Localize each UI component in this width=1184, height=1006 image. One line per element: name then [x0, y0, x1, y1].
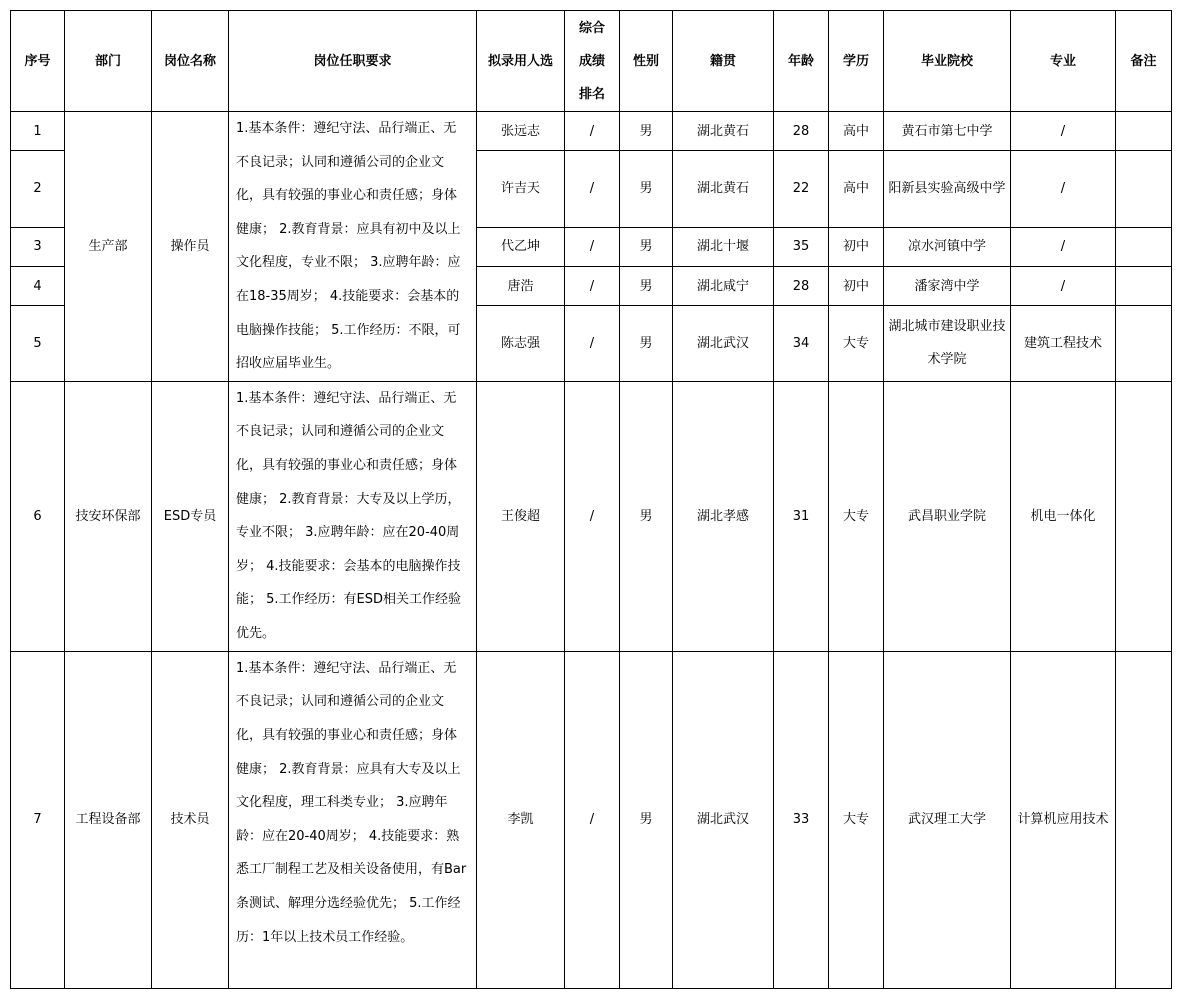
- table-row: [11, 651, 1172, 988]
- cell-education: 大专: [829, 651, 884, 988]
- cell-age: 28: [774, 112, 829, 151]
- cell-age: 34: [774, 306, 829, 382]
- cell-requirements: [229, 381, 477, 651]
- cell-remark: [1116, 381, 1172, 651]
- cell-school: 凉水河镇中学: [884, 227, 1011, 266]
- cell-remark: [1116, 227, 1172, 266]
- cell-education: 高中: [829, 151, 884, 227]
- cell-dept: 技安环保部: [65, 381, 152, 651]
- hiring-table: [10, 10, 1172, 989]
- header-seq: 序号: [11, 11, 65, 112]
- cell-rank: /: [565, 112, 620, 151]
- requirements-text: 1.基本条件：遵纪守法、品行端正、无不良记录；认同和遵循公司的企业文化，具有较强的事业心和责任感；身体健康； 2.教育背景：应具有初中及以上文化程度，专业不限； 3.应聘年龄：应在18-35周岁； 4.技能要求：会基本的电脑操作技能； 5.工作经历：不限，可招收应届毕业生。: [236, 121, 461, 372]
- cell-remark: [1116, 151, 1172, 227]
- header-school: 毕业院校: [884, 11, 1011, 112]
- cell-remark: [1116, 306, 1172, 382]
- cell-age: 22: [774, 151, 829, 227]
- cell-school: 阳新县实验高级中学: [884, 151, 1011, 227]
- cell-major: 计算机应用技术: [1011, 651, 1116, 988]
- cell-dept: 生产部: [65, 112, 152, 382]
- cell-major: 建筑工程技术: [1011, 306, 1116, 382]
- cell-origin: 湖北武汉: [673, 651, 774, 988]
- cell-education: 初中: [829, 266, 884, 305]
- cell-rank: /: [565, 266, 620, 305]
- header-requirements: 岗位任职要求: [229, 11, 477, 112]
- cell-gender: 男: [620, 381, 673, 651]
- cell-gender: 男: [620, 651, 673, 988]
- header-rank-line1: 综合: [578, 20, 605, 36]
- cell-requirements: [229, 651, 477, 988]
- cell-major: 机电一体化: [1011, 381, 1116, 651]
- header-dept: 部门: [65, 11, 152, 112]
- cell-seq: 4: [11, 266, 65, 305]
- cell-remark: [1116, 651, 1172, 988]
- cell-gender: 男: [620, 227, 673, 266]
- cell-name: 陈志强: [477, 306, 565, 382]
- header-age: 年龄: [774, 11, 829, 112]
- cell-seq: 6: [11, 381, 65, 651]
- cell-school: 湖北城市建设职业技术学院: [884, 306, 1011, 382]
- cell-seq: 1: [11, 112, 65, 151]
- cell-remark: [1116, 266, 1172, 305]
- table-row: [11, 112, 1172, 151]
- cell-education: 初中: [829, 227, 884, 266]
- cell-origin: 湖北武汉: [673, 306, 774, 382]
- cell-age: 31: [774, 381, 829, 651]
- cell-position: 操作员: [152, 112, 229, 382]
- table-row: [11, 381, 1172, 651]
- header-rank-line3: 排名: [578, 86, 605, 102]
- cell-major: /: [1011, 112, 1116, 151]
- cell-education: 大专: [829, 381, 884, 651]
- header-position: 岗位名称: [152, 11, 229, 112]
- requirements-text: 1.基本条件：遵纪守法、品行端正、无不良记录；认同和遵循公司的企业文化，具有较强的事业心和责任感；身体健康； 2.教育背景：应具有大专及以上文化程度，理工科类专业； 3.应聘年龄：应在20-40周岁； 4.技能要求：熟悉工厂制程工艺及相关设备使用，有Bar条测试、解理分选经验优先； 5.工作经历：1年以上技术员工作经验。: [236, 660, 467, 945]
- cell-seq: 2: [11, 151, 65, 227]
- cell-origin: 湖北黄石: [673, 112, 774, 151]
- header-rank-line2: 成绩: [578, 53, 605, 69]
- cell-rank: /: [565, 306, 620, 382]
- header-candidate: 拟录用人选: [477, 11, 565, 112]
- header-gender: 性别: [620, 11, 673, 112]
- cell-gender: 男: [620, 306, 673, 382]
- cell-major: /: [1011, 227, 1116, 266]
- cell-school: 武汉理工大学: [884, 651, 1011, 988]
- cell-school: 武昌职业学院: [884, 381, 1011, 651]
- cell-dept: 工程设备部: [65, 651, 152, 988]
- cell-age: 33: [774, 651, 829, 988]
- cell-gender: 男: [620, 112, 673, 151]
- cell-major: /: [1011, 266, 1116, 305]
- cell-gender: 男: [620, 266, 673, 305]
- cell-school: 潘家湾中学: [884, 266, 1011, 305]
- cell-name: 唐浩: [477, 266, 565, 305]
- cell-rank: /: [565, 381, 620, 651]
- cell-gender: 男: [620, 151, 673, 227]
- cell-name: 王俊超: [477, 381, 565, 651]
- header-major: 专业: [1011, 11, 1116, 112]
- header-rank: [565, 11, 620, 112]
- cell-origin: 湖北黄石: [673, 151, 774, 227]
- header-row: [11, 11, 1172, 112]
- header-origin: 籍贯: [673, 11, 774, 112]
- cell-name: 代乙坤: [477, 227, 565, 266]
- cell-school: 黄石市第七中学: [884, 112, 1011, 151]
- cell-rank: /: [565, 651, 620, 988]
- cell-age: 35: [774, 227, 829, 266]
- cell-seq: 3: [11, 227, 65, 266]
- requirements-text: 1.基本条件：遵纪守法、品行端正、无不良记录；认同和遵循公司的企业文化，具有较强的事业心和责任感；身体健康； 2.教育背景：大专及以上学历，专业不限； 3.应聘年龄：应在20-40周岁； 4.技能要求：会基本的电脑操作技能； 5.工作经历：有ESD相关工作经验优先。: [236, 390, 462, 641]
- cell-requirements: [229, 112, 477, 382]
- cell-seq: 5: [11, 306, 65, 382]
- cell-rank: /: [565, 151, 620, 227]
- cell-position: 技术员: [152, 651, 229, 988]
- cell-name: 李凯: [477, 651, 565, 988]
- cell-education: 大专: [829, 306, 884, 382]
- cell-seq: 7: [11, 651, 65, 988]
- header-remark: 备注: [1116, 11, 1172, 112]
- cell-origin: 湖北孝感: [673, 381, 774, 651]
- cell-age: 28: [774, 266, 829, 305]
- cell-origin: 湖北十堰: [673, 227, 774, 266]
- cell-rank: /: [565, 227, 620, 266]
- cell-remark: [1116, 112, 1172, 151]
- cell-name: 张远志: [477, 112, 565, 151]
- cell-major: /: [1011, 151, 1116, 227]
- cell-position: ESD专员: [152, 381, 229, 651]
- header-education: 学历: [829, 11, 884, 112]
- cell-name: 许吉天: [477, 151, 565, 227]
- cell-education: 高中: [829, 112, 884, 151]
- cell-origin: 湖北咸宁: [673, 266, 774, 305]
